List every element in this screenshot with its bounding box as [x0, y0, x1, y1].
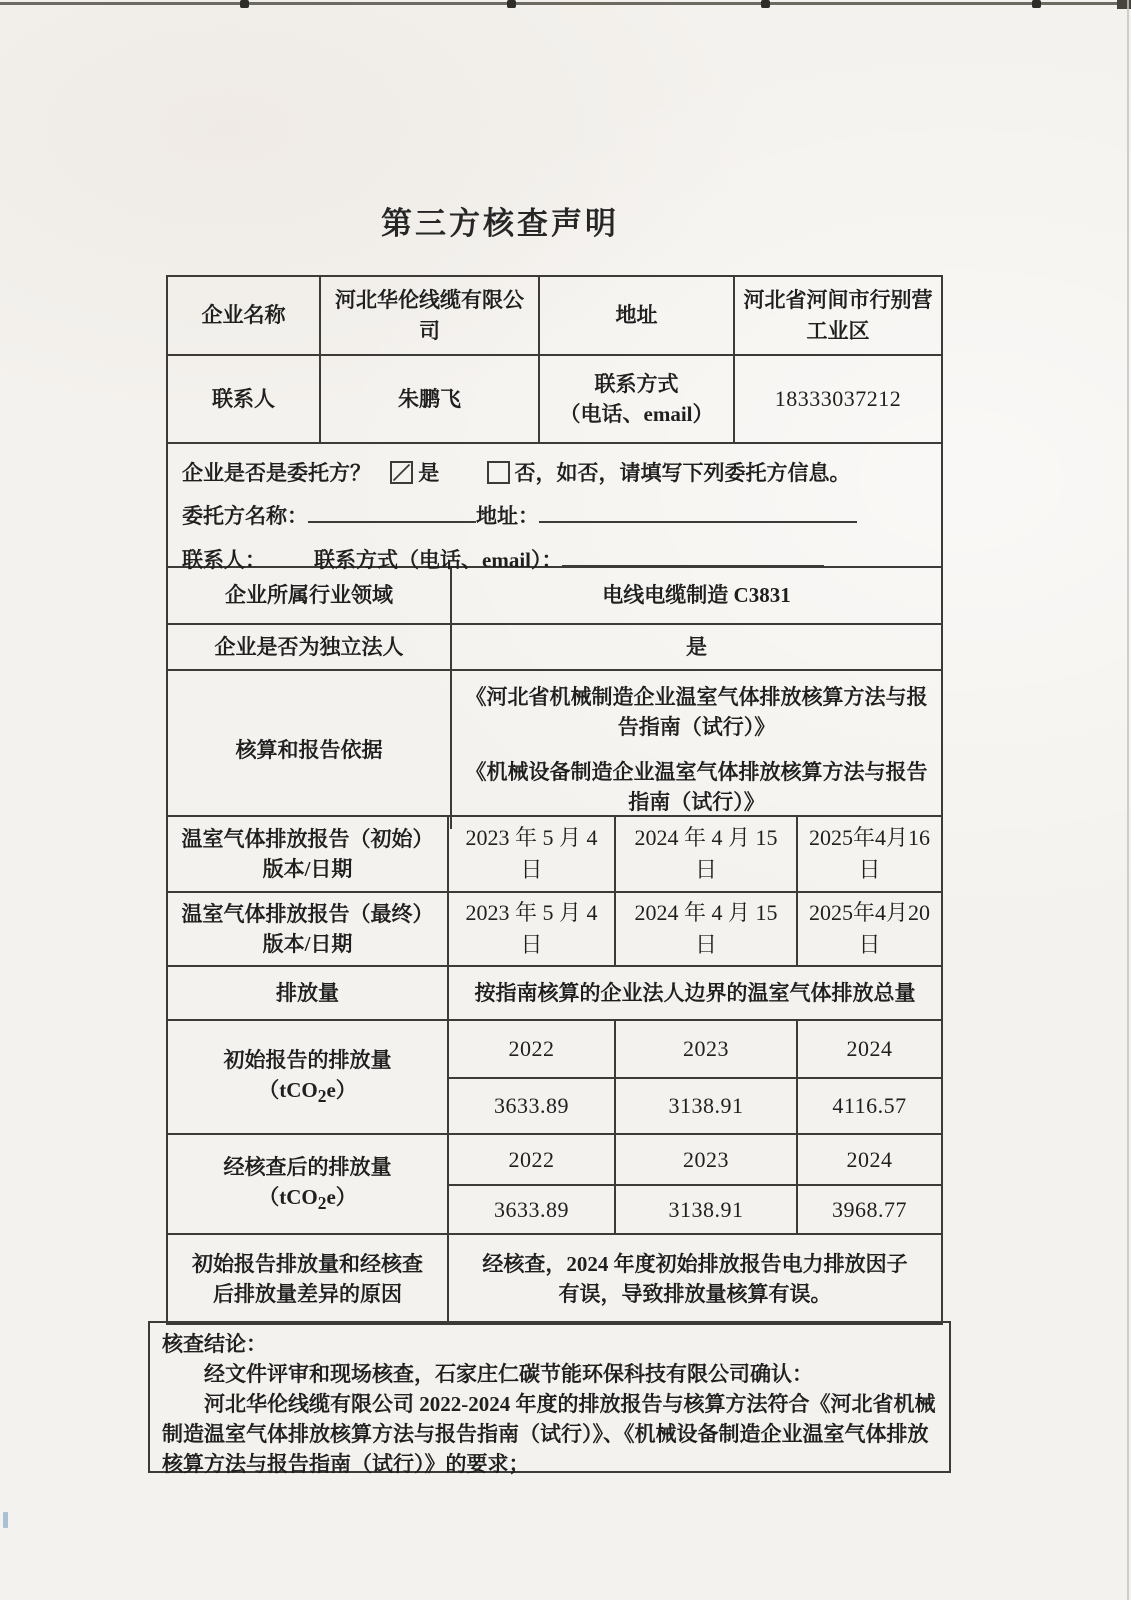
client-question-line [182, 458, 925, 488]
client-contact-label: 联系人： [182, 547, 266, 572]
table-row-verified-emissions [168, 1133, 941, 1233]
initial-report-label-line1: 温室气体排放报告（初始） [181, 826, 434, 851]
initial-report-label [168, 817, 447, 891]
emission-header-label: 排放量 [276, 980, 339, 1005]
initial-emissions-year-1: 2022 [447, 1021, 614, 1077]
contact-label: 联系人 [212, 386, 275, 411]
table-row-emission-header [168, 965, 941, 1019]
checkbox-no-icon [487, 461, 510, 484]
scan-staple-mark [1032, 0, 1041, 8]
scan-right-edge [1127, 0, 1129, 1600]
emission-header-value: 按指南核算的企业法人边界的温室气体排放总量 [447, 967, 941, 1019]
initial-emissions-value-3: 4116.57 [796, 1077, 941, 1133]
final-report-date-2024: 2024 年 4 月 15 日 [614, 893, 796, 965]
verified-emissions-year-1: 2022 [447, 1135, 614, 1184]
verified-emissions-label-text: 经核查后的排放量（tCO$_2$e） [223, 1154, 392, 1214]
final-report-date-2025: 2025年4月20日 [796, 893, 941, 965]
scan-top-edge [0, 2, 1131, 5]
verification-table [166, 275, 943, 1325]
industry-value: 电线电缆制造 C3831 [450, 568, 941, 623]
initial-report-date-2025: 2025年4月16日 [796, 817, 941, 891]
client-addr-blank [539, 503, 857, 523]
scan-staple-mark [240, 0, 249, 8]
table-row-final-report [168, 891, 941, 965]
conclusion-heading: 核查结论： [162, 1332, 267, 1356]
initial-emissions-label [168, 1021, 447, 1133]
basis-guide-1: 《河北省机械制造企业温室气体排放核算方法与报告指南（试行）》 [465, 685, 928, 740]
initial-emissions-year-2: 2023 [614, 1021, 796, 1077]
initial-report-date-2023: 2023 年 5 月 4 日 [447, 817, 614, 891]
verified-emissions-value-2: 3138.91 [614, 1184, 796, 1233]
basis-guide-2: 《机械设备制造企业温室气体排放核算方法与报告指南（试行）》 [465, 759, 928, 815]
industry-label: 企业所属行业领域 [225, 583, 393, 608]
address-value: 河北省河间市行别营工业区 [733, 277, 941, 354]
table-row-difference [168, 1233, 941, 1323]
table-row-contact [168, 354, 941, 442]
verified-emissions-year-3: 2024 [796, 1135, 941, 1184]
final-report-label-line1: 温室气体排放报告（最终） [181, 901, 434, 926]
page-title: 第三方核查声明 [381, 206, 619, 241]
difference-label-line1: 初始报告排放量和经核查 [192, 1251, 423, 1276]
difference-value: 经核查，2024 年度初始排放报告电力排放因子有误，导致排放量核算有误。 [447, 1235, 941, 1323]
verified-emissions-label [168, 1135, 447, 1233]
table-row-industry [168, 566, 941, 623]
initial-emissions-year-3: 2024 [796, 1021, 941, 1077]
final-report-label [168, 893, 447, 965]
table-row-client-info [168, 442, 941, 572]
client-name-label: 委托方名称： [182, 504, 308, 529]
client-question: 企业是否是委托方？ [182, 461, 371, 485]
scan-staple-mark [761, 0, 770, 8]
legal-label: 企业是否为独立法人 [214, 634, 404, 659]
final-report-date-2023: 2023 年 5 月 4 日 [447, 893, 614, 965]
table-row-basis [168, 669, 941, 815]
client-yes-label: 是 [418, 461, 440, 485]
table-row-legal [168, 623, 941, 669]
conclusion-line1: 经文件评审和现场核查，石家庄仁碳节能环保科技有限公司确认： [204, 1362, 813, 1386]
scan-ink-mark [3, 1512, 8, 1528]
initial-report-date-2024: 2024 年 4 月 15 日 [614, 817, 796, 891]
verified-emissions-year-2: 2023 [614, 1135, 796, 1184]
difference-label-line2: 后排放量差异的原因 [213, 1282, 402, 1306]
client-method-label: 联系方式（电话、email）： [314, 547, 563, 572]
company-name-label: 企业名称 [201, 303, 286, 328]
basis-value [450, 671, 941, 829]
table-row-initial-report [168, 815, 941, 891]
contact-method-label-line2: （电话、email） [559, 402, 714, 426]
contact-value: 朱鹏飞 [319, 356, 538, 442]
contact-method-value: 18333037212 [733, 356, 941, 442]
checkbox-yes-icon [390, 461, 413, 484]
table-row-initial-emissions [168, 1019, 941, 1133]
verified-emissions-value-1: 3633.89 [447, 1184, 614, 1233]
client-name-blank [308, 503, 476, 523]
initial-emissions-value-1: 3633.89 [447, 1077, 614, 1133]
contact-method-label-line1: 联系方式 [594, 371, 679, 396]
final-report-label-line2: 版本/日期 [262, 932, 353, 956]
conclusion-line2: 河北华伦线缆有限公司 2022-2024 年度的排放报告与核算方法符合《河北省机械制造温室气体排放核算方法与报告指南（试行）》、《机械设备制造企业温室气体排放核算方法与报告指南（试行）》的要求； [162, 1392, 936, 1476]
difference-label [168, 1235, 447, 1323]
scan-staple-mark [507, 0, 516, 8]
client-addr-label: 地址： [476, 504, 539, 529]
company-name-value: 河北华伦线缆有限公司 [319, 277, 538, 354]
client-no-label: 否，如否，请填写下列委托方信息。 [514, 461, 851, 485]
checkbox-yes-diagonal [392, 463, 411, 482]
conclusion-box [148, 1321, 951, 1476]
client-method-blank [562, 547, 824, 567]
initial-emissions-label-text: 初始报告的排放量（tCO$_2$e） [223, 1047, 392, 1107]
client-name-line [182, 501, 925, 531]
address-label: 地址 [538, 277, 733, 354]
initial-report-label-line2: 版本/日期 [262, 857, 353, 881]
initial-emissions-value-2: 3138.91 [614, 1077, 796, 1133]
basis-label: 核算和报告依据 [235, 737, 383, 762]
table-row-company [168, 277, 941, 354]
legal-value: 是 [450, 625, 941, 669]
verified-emissions-value-3: 3968.77 [796, 1184, 941, 1233]
contact-method-label [538, 356, 733, 442]
